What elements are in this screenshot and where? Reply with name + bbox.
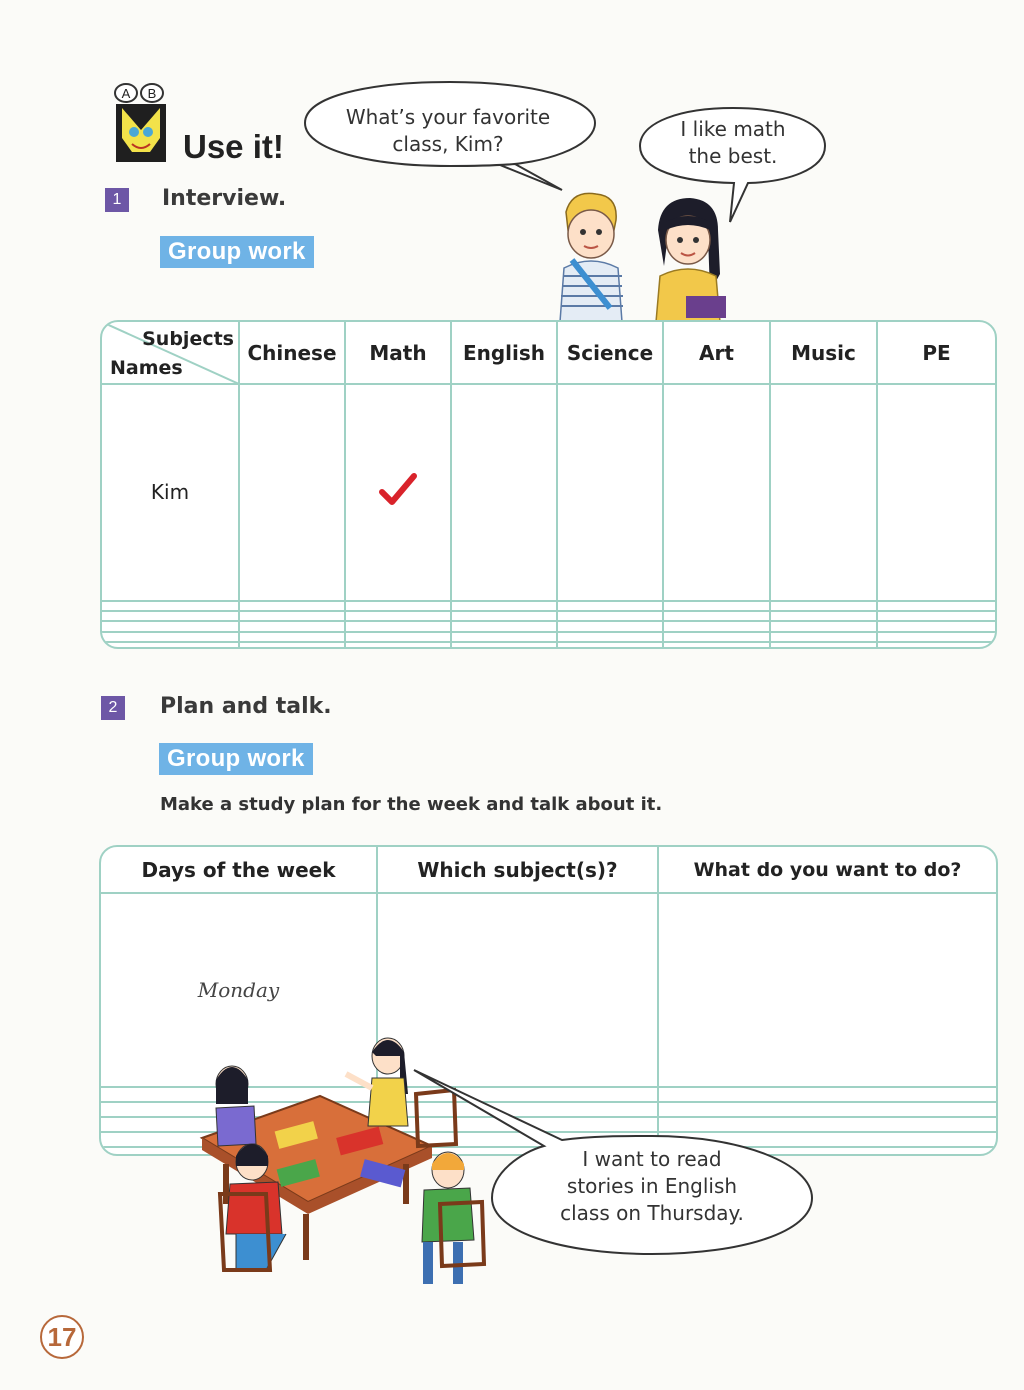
column-header-science: Science <box>557 322 663 384</box>
table-cell[interactable] <box>877 621 995 631</box>
table-cell[interactable] <box>877 611 995 621</box>
table-cell[interactable] <box>102 642 239 647</box>
table-cell[interactable] <box>770 611 877 621</box>
table-cell[interactable] <box>451 384 557 601</box>
section-1-badge: 1 <box>105 188 129 212</box>
answer-bubble-text <box>636 116 830 170</box>
row-name-kim: Kim <box>102 384 239 601</box>
table-cell[interactable] <box>557 632 663 642</box>
table-cell[interactable] <box>557 601 663 611</box>
day-monday: Monday <box>101 893 377 1087</box>
table-cell[interactable] <box>663 621 770 631</box>
table-row <box>102 642 995 647</box>
girl-illustration <box>646 196 730 322</box>
table-cell[interactable] <box>345 621 451 631</box>
logo-letter-a: A <box>121 86 131 101</box>
table-cell[interactable] <box>770 632 877 642</box>
table-cell[interactable] <box>877 384 995 601</box>
column-header-subjects: Which subject(s)? <box>377 847 658 893</box>
table-cell[interactable] <box>451 611 557 621</box>
table-cell[interactable] <box>770 621 877 631</box>
column-header-chinese: Chinese <box>239 322 345 384</box>
table-cell[interactable] <box>102 632 239 642</box>
table-cell[interactable] <box>451 601 557 611</box>
table-row <box>102 384 995 601</box>
table-cell[interactable] <box>239 642 345 647</box>
question-line-2: class, Kim? <box>392 132 504 156</box>
table-cell[interactable] <box>239 601 345 611</box>
answer-line-1: I like math <box>680 117 786 141</box>
interview-table <box>100 320 997 649</box>
column-header-math: Math <box>345 322 451 384</box>
logo-letter-b: B <box>147 86 157 101</box>
table-cell[interactable] <box>102 621 239 631</box>
table-cell[interactable] <box>877 632 995 642</box>
answer-line-2: the best. <box>688 144 778 168</box>
table-cell[interactable] <box>663 642 770 647</box>
table-corner-header <box>102 322 239 384</box>
table-cell[interactable] <box>102 601 239 611</box>
table-cell[interactable] <box>663 384 770 601</box>
table-cell[interactable] <box>345 384 451 601</box>
table-cell[interactable] <box>451 621 557 631</box>
section-1-title: Interview. <box>162 186 287 211</box>
plan-line-1: I want to read <box>582 1147 722 1171</box>
column-header-days: Days of the week <box>101 847 377 893</box>
table-cell[interactable] <box>557 621 663 631</box>
corner-names-label: Names <box>110 357 183 379</box>
corner-subjects-label: Subjects <box>142 328 234 350</box>
table-cell[interactable] <box>877 642 995 647</box>
check-mark-icon <box>378 472 418 508</box>
column-header-art: Art <box>663 322 770 384</box>
table-cell[interactable] <box>557 642 663 647</box>
question-bubble-text <box>300 104 596 158</box>
section-logo-icon <box>106 82 178 166</box>
table-cell[interactable] <box>658 893 996 1087</box>
section-2-badge: 2 <box>101 696 125 720</box>
column-header-pe: PE <box>877 322 995 384</box>
table-cell[interactable] <box>102 611 239 621</box>
table-cell[interactable] <box>770 384 877 601</box>
table-cell[interactable] <box>345 642 451 647</box>
table-row <box>102 632 995 642</box>
table-cell[interactable] <box>239 632 345 642</box>
table-row <box>102 621 995 631</box>
column-header-music: Music <box>770 322 877 384</box>
column-header-what-to-do: What do you want to do? <box>658 847 996 893</box>
table-row <box>102 611 995 621</box>
table-cell[interactable] <box>770 601 877 611</box>
table-cell[interactable] <box>451 632 557 642</box>
table-cell[interactable] <box>877 601 995 611</box>
table-cell[interactable] <box>557 384 663 601</box>
table-cell[interactable] <box>345 611 451 621</box>
table-cell[interactable] <box>239 384 345 601</box>
plan-line-2: stories in English <box>566 1174 738 1198</box>
question-line-1: What’s your favorite <box>345 105 551 129</box>
boy-illustration <box>552 190 630 322</box>
table-cell[interactable] <box>345 601 451 611</box>
table-cell[interactable] <box>663 601 770 611</box>
table-row <box>102 601 995 611</box>
table-cell[interactable] <box>557 611 663 621</box>
table-cell[interactable] <box>239 611 345 621</box>
plan-line-3: class on Thursday. <box>560 1201 744 1225</box>
plan-bubble-text <box>492 1146 812 1227</box>
column-header-english: English <box>451 322 557 384</box>
page-title: Use it! <box>183 128 284 165</box>
table-cell[interactable] <box>239 621 345 631</box>
section-2-title: Plan and talk. <box>160 694 332 719</box>
table-cell[interactable] <box>663 611 770 621</box>
section-2-instruction: Make a study plan for the week and talk about it. <box>160 794 663 815</box>
section-1-group-work-tag: Group work <box>160 236 314 268</box>
table-cell[interactable] <box>663 632 770 642</box>
table-cell[interactable] <box>451 642 557 647</box>
page-number: 17 <box>40 1315 84 1359</box>
section-2-group-work-tag: Group work <box>159 743 313 775</box>
table-cell[interactable] <box>770 642 877 647</box>
table-cell[interactable] <box>345 632 451 642</box>
